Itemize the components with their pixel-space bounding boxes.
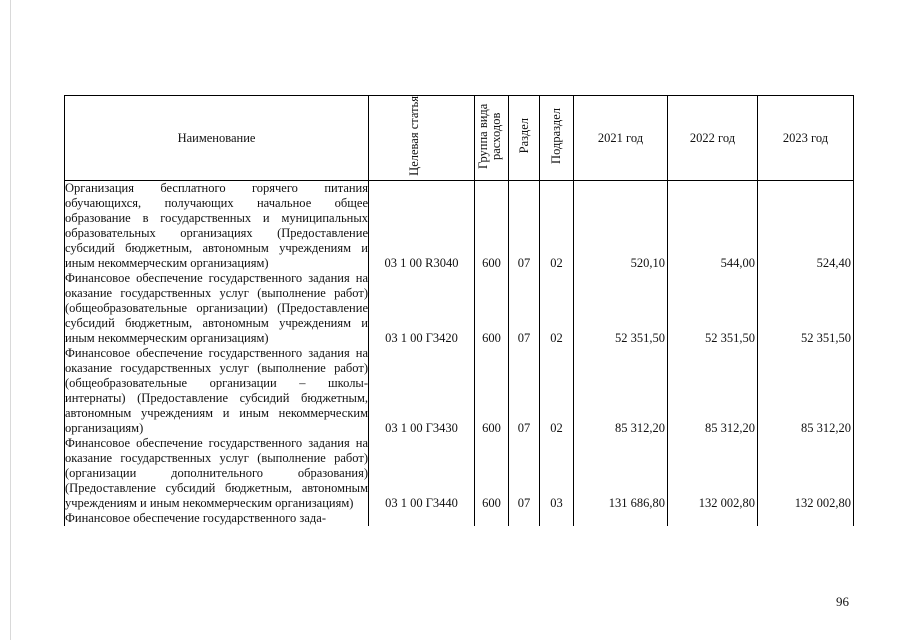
row-2021: 131 686,80 — [608, 496, 665, 510]
header-name-label: Наименование — [177, 130, 256, 145]
row-2023 — [758, 511, 854, 526]
table-row — [65, 346, 854, 436]
scan-edge-line — [10, 0, 11, 640]
header-section-label: Раздел — [516, 118, 531, 154]
row-target-article: 03 1 00 Г3420 — [369, 271, 475, 346]
table-row — [65, 181, 854, 272]
row-2021 — [574, 511, 668, 526]
header-2022-label: 2022 год — [689, 130, 736, 145]
row-2021-cell — [574, 181, 668, 272]
row-expense-group — [475, 511, 509, 526]
row-section: 07 — [509, 346, 540, 436]
row-2022 — [668, 511, 758, 526]
row-subsection: 02 — [540, 181, 574, 272]
row-subsection: 03 — [540, 436, 574, 511]
row-section: 07 — [509, 271, 540, 346]
header-name — [65, 96, 369, 181]
row-target-article: 03 1 00 Г3440 — [369, 436, 475, 511]
header-target-article — [369, 96, 475, 181]
row-expense-group: 600 — [475, 181, 509, 272]
row-2021-cell — [574, 346, 668, 436]
row-section — [509, 511, 540, 526]
row-name: Организация бесплатного горячего питания обучающихся, получающих начальное общее образование в государственных и муниципальных образовательных организациях (Предоставление субсидий бюджетным, автономным учреждениям и иным некоммерческим организациям) — [65, 181, 368, 270]
row-section: 07 — [509, 436, 540, 511]
row-2021: 520,10 — [630, 256, 665, 270]
table-header-row — [65, 96, 854, 181]
row-2023: 524,40 — [816, 256, 851, 270]
header-section — [509, 96, 540, 181]
row-2022-cell — [668, 181, 758, 272]
row-2022: 132 002,80 — [698, 496, 755, 510]
row-subsection: 02 — [540, 346, 574, 436]
row-expense-group: 600 — [475, 271, 509, 346]
header-subsection — [540, 96, 574, 181]
header-expense-group — [475, 96, 509, 181]
row-2023-cell — [758, 271, 854, 346]
row-2022-cell — [668, 271, 758, 346]
row-name: Финансовое обеспечение государственного задания на оказание государственных услуг (выполнение работ) (общеобразовательные организации) (Предоставление субсидий бюджетным, автономным учреждениям и иным некоммерческим организациям) — [65, 271, 368, 345]
row-subsection: 02 — [540, 271, 574, 346]
row-name: Финансовое обеспечение государственного зада- — [65, 511, 369, 526]
row-2022: 544,00 — [720, 256, 755, 270]
header-2022 — [668, 96, 758, 181]
row-2023-cell — [758, 436, 854, 511]
row-name: Финансовое обеспечение государственного задания на оказание государственных услуг (выполнение работ) (общеобразовательные организации – школы-интернаты) (Предоставление субсидий бюджетным, автономным учреждениям и иным некоммерческим организациям) — [65, 346, 368, 435]
table-row — [65, 511, 854, 526]
table-row — [65, 436, 854, 511]
header-2023-label: 2023 год — [782, 130, 829, 145]
row-2022: 85 312,20 — [705, 421, 755, 435]
row-2023: 52 351,50 — [801, 331, 851, 345]
row-2023-cell — [758, 346, 854, 436]
row-2023-cell — [758, 181, 854, 272]
header-target-article-label: Целевая статья — [406, 96, 421, 176]
row-2022: 52 351,50 — [705, 331, 755, 345]
row-expense-group: 600 — [475, 346, 509, 436]
row-subsection — [540, 511, 574, 526]
row-2021: 52 351,50 — [615, 331, 665, 345]
header-2021 — [574, 96, 668, 181]
row-2022-cell — [668, 436, 758, 511]
row-2021-cell — [574, 436, 668, 511]
header-expense-group-label: Группа вида расходов — [475, 103, 503, 169]
page-number: 96 — [836, 594, 849, 609]
header-2021-label: 2021 год — [597, 130, 644, 145]
budget-table — [64, 95, 854, 526]
row-expense-group: 600 — [475, 436, 509, 511]
header-2023 — [758, 96, 854, 181]
row-target-article: 03 1 00 Г3430 — [369, 346, 475, 436]
row-2022-cell — [668, 346, 758, 436]
row-section: 07 — [509, 181, 540, 272]
row-2023: 85 312,20 — [801, 421, 851, 435]
row-2021: 85 312,20 — [615, 421, 665, 435]
row-target-article: 03 1 00 R3040 — [369, 181, 475, 272]
row-name: Финансовое обеспечение государственного задания на оказание государственных услуг (выполнение работ) (организации дополнительного образования) (Предоставление субсидий бюджетным, автономным учреждениям и иным некоммерческим организациям) — [65, 436, 368, 510]
header-subsection-label: Подраздел — [549, 108, 563, 164]
row-target-article — [369, 511, 475, 526]
row-2023: 132 002,80 — [794, 496, 851, 510]
row-2021-cell — [574, 271, 668, 346]
table-row — [65, 271, 854, 346]
